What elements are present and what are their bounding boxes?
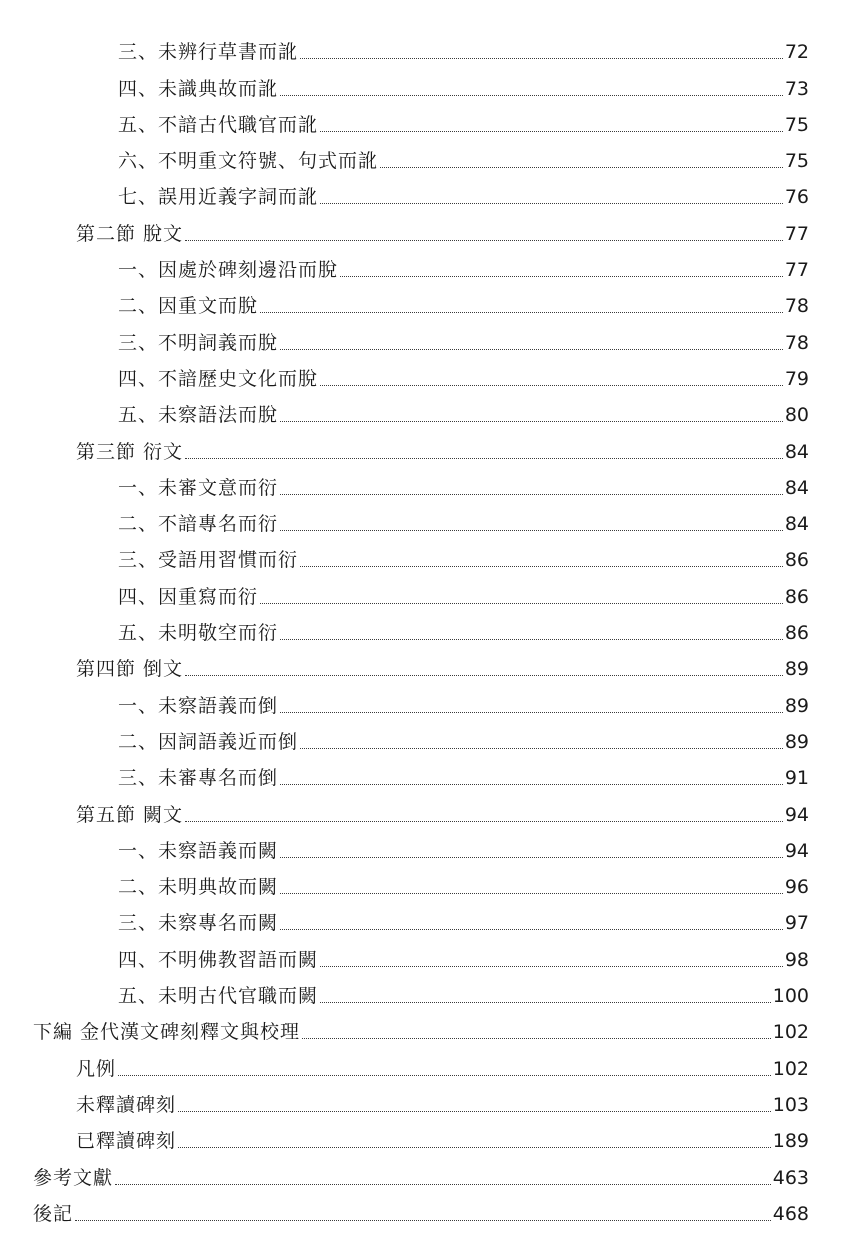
toc-subsection-entry [0,973,858,1009]
toc-page-number: 86 [784,549,809,572]
dot-leader [280,893,783,894]
toc-page-number: 463 [772,1166,809,1189]
toc-subsection-entry [0,610,858,646]
toc-entry-title: 五、未明古代官職而闕 [118,985,319,1008]
toc-subsection-entry [0,65,858,101]
toc-subsection-entry [0,465,858,501]
toc-subsection-entry [0,138,858,174]
toc-page-number: 189 [772,1130,809,1153]
toc-page-number: 96 [784,876,809,899]
toc-entry-title: 三、未辨行草書而訛 [118,41,299,64]
dot-leader [300,566,783,567]
toc-subsection-entry [0,682,858,718]
toc-page-number: 97 [784,912,809,935]
toc-entry-title: 二、未明典故而闕 [118,876,279,899]
toc-subsection-entry [0,573,858,609]
dot-leader [185,240,783,241]
toc-page-number: 89 [784,658,809,681]
toc-subsection-entry [0,537,858,573]
toc-entry-title: 三、未察專名而闕 [118,912,279,935]
toc-entry-title: 參考文獻 [33,1166,114,1189]
dot-leader [320,203,783,204]
dot-leader [300,58,783,59]
toc-page-number: 86 [784,622,809,645]
toc-part-entry [0,1154,858,1190]
toc-entry-title: 三、未審專名而倒 [118,767,279,790]
toc-entry-title: 四、未識典故而訛 [118,77,279,100]
toc-page-number: 77 [784,259,809,282]
dot-leader [280,639,783,640]
toc-entry-title: 後記 [33,1202,74,1225]
toc-entry-title: 一、因處於碑刻邊沿而脫 [118,259,339,282]
toc-entry-title: 第三節 衍文 [76,440,184,463]
toc-subsection-entry [0,936,858,972]
dot-leader [300,748,783,749]
toc-entry-title: 下編 金代漢文碑刻釋文與校理 [33,1021,301,1044]
dot-leader [260,312,783,313]
dot-leader [260,603,783,604]
toc-entry-title: 二、因詞語義近而倒 [118,730,299,753]
toc-page-number: 86 [784,585,809,608]
toc-entry-title: 一、未審文意而衍 [118,476,279,499]
dot-leader [280,712,783,713]
toc-subsection-entry [0,828,858,864]
toc-page-number: 79 [784,367,809,390]
toc-page-number: 84 [784,440,809,463]
toc-page-number: 75 [784,150,809,173]
toc-page-number: 94 [784,803,809,826]
toc-entry-title: 三、受語用習慣而衍 [118,549,299,572]
toc-section-entry [0,428,858,464]
toc-entry-title: 五、未察語法而脫 [118,404,279,427]
toc-section-entry [0,1045,858,1081]
dot-leader [320,966,783,967]
dot-leader [380,167,783,168]
toc-page-number: 91 [784,767,809,790]
dot-leader [178,1147,771,1148]
toc-section-entry [0,1082,858,1118]
toc-entry-title: 第四節 倒文 [76,658,184,681]
toc-entry-title: 七、誤用近義字詞而訛 [118,186,319,209]
toc-entry-title: 一、未察語義而闕 [118,839,279,862]
toc-page-number: 102 [772,1021,809,1044]
toc-subsection-entry [0,319,858,355]
toc-page-number: 77 [784,222,809,245]
toc-entry-title: 第二節 脫文 [76,222,184,245]
dot-leader [280,494,783,495]
toc-page-number: 72 [784,41,809,64]
toc-page-number: 80 [784,404,809,427]
toc-entry-title: 四、因重寫而衍 [118,585,259,608]
toc-section-entry [0,1118,858,1154]
dot-leader [320,1002,771,1003]
toc-page-number: 75 [784,113,809,136]
dot-leader [118,1075,771,1076]
toc-entry-title: 未釋讀碑刻 [76,1093,177,1116]
dot-leader [178,1111,771,1112]
toc-subsection-entry [0,356,858,392]
dot-leader [115,1184,771,1185]
dot-leader [280,421,783,422]
dot-leader [280,95,783,96]
toc-page-number: 100 [772,985,809,1008]
toc-subsection-entry [0,283,858,319]
dot-leader [280,349,783,350]
toc-subsection-entry [0,900,858,936]
toc-subsection-entry [0,501,858,537]
dot-leader [185,821,783,822]
toc-page-number: 73 [784,77,809,100]
toc-subsection-entry [0,864,858,900]
dot-leader [185,458,783,459]
toc-page-number: 78 [784,295,809,318]
toc-page-number: 84 [784,476,809,499]
toc-entry-title: 凡例 [76,1057,117,1080]
toc-page-number: 98 [784,948,809,971]
toc-entry-title: 已釋讀碑刻 [76,1130,177,1153]
dot-leader [320,131,783,132]
toc-subsection-entry [0,719,858,755]
table-of-contents [0,29,858,1227]
toc-entry-title: 四、不明佛教習語而闕 [118,948,319,971]
dot-leader [280,929,783,930]
toc-entry-title: 三、不明詞義而脫 [118,331,279,354]
toc-page-number: 468 [772,1202,809,1225]
toc-subsection-entry [0,102,858,138]
toc-entry-title: 五、不諳古代職官而訛 [118,113,319,136]
toc-part-entry [0,1009,858,1045]
dot-leader [280,784,783,785]
toc-entry-title: 四、不諳歷史文化而脫 [118,367,319,390]
dot-leader [75,1220,771,1221]
toc-entry-title: 五、未明敬空而衍 [118,622,279,645]
toc-subsection-entry [0,174,858,210]
toc-page-number: 94 [784,839,809,862]
toc-section-entry [0,791,858,827]
toc-page-number: 89 [784,694,809,717]
toc-page-number: 84 [784,513,809,536]
dot-leader [320,385,783,386]
toc-subsection-entry [0,247,858,283]
toc-subsection-entry [0,392,858,428]
dot-leader [185,675,783,676]
dot-leader [340,276,783,277]
dot-leader [280,530,783,531]
toc-page-number: 103 [772,1093,809,1116]
toc-page-number: 89 [784,730,809,753]
toc-part-entry [0,1191,858,1227]
toc-page-number: 102 [772,1057,809,1080]
dot-leader [302,1038,771,1039]
toc-page-number: 76 [784,186,809,209]
toc-subsection-entry [0,755,858,791]
toc-subsection-entry [0,29,858,65]
toc-page-number: 78 [784,331,809,354]
toc-entry-title: 第五節 闕文 [76,803,184,826]
toc-entry-title: 二、因重文而脫 [118,295,259,318]
toc-entry-title: 一、未察語義而倒 [118,694,279,717]
dot-leader [280,857,783,858]
toc-section-entry [0,646,858,682]
toc-section-entry [0,210,858,246]
toc-entry-title: 六、不明重文符號、句式而訛 [118,150,379,173]
toc-entry-title: 二、不諳專名而衍 [118,513,279,536]
